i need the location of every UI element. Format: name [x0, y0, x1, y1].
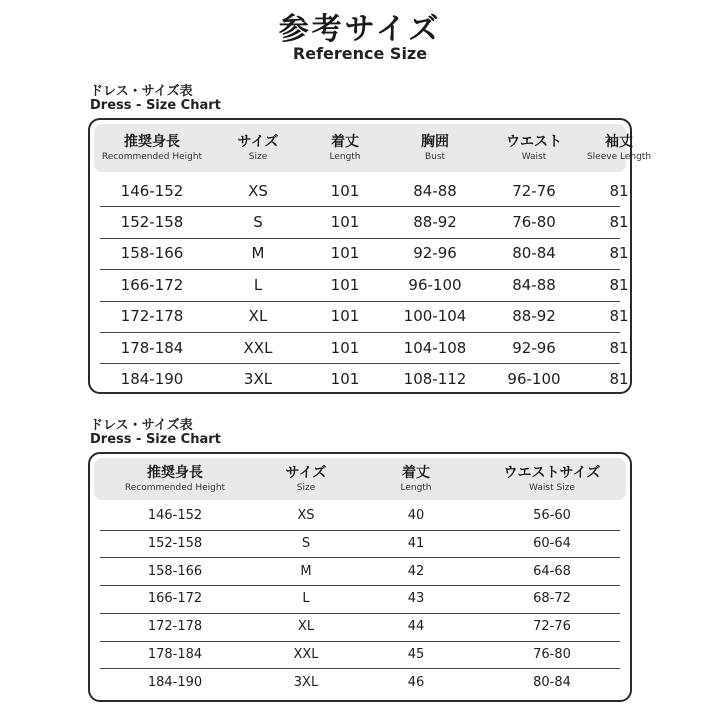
table-cell: M: [251, 244, 265, 263]
column-header: [356, 458, 476, 500]
table-cell: 92-96: [512, 338, 556, 357]
column-header-jp: 着丈: [331, 134, 359, 150]
table-cell: 158-166: [120, 244, 184, 263]
column-header-jp: サイズ: [237, 134, 279, 150]
column-header: [210, 124, 306, 172]
table-cell: 46: [407, 674, 425, 690]
table-cell: XS: [248, 181, 268, 200]
table-row: [100, 557, 620, 585]
table-cell: 146-152: [147, 508, 203, 524]
page-title-jp: 参考サイズ: [278, 12, 442, 47]
table-cell: XL: [248, 307, 268, 326]
table-cell: 84-88: [512, 275, 556, 294]
column-header: [256, 458, 356, 500]
table-cell: 184-190: [147, 674, 203, 690]
column-header-en: Waist: [521, 152, 547, 162]
table-row: [100, 175, 629, 206]
column-header-jp: 胸囲: [421, 134, 449, 150]
table-cell: 45: [407, 646, 425, 662]
column-header-en: Length: [400, 483, 432, 493]
column-header-en: Recommended Height: [124, 483, 226, 493]
table-cell: 56-60: [533, 508, 571, 524]
table-cell: 41: [407, 536, 425, 552]
column-header: [306, 124, 384, 172]
table-cell: 101: [330, 307, 360, 326]
table-cell: 166-172: [120, 275, 184, 294]
section-heading-jp: ドレス・サイズ表: [90, 84, 193, 99]
table-cell: 81: [609, 181, 629, 200]
table-row: [100, 238, 629, 269]
table-cell: 101: [330, 275, 360, 294]
column-header-jp: 推奨身長: [147, 465, 203, 481]
table-row: [100, 585, 620, 613]
table-cell: 76-80: [512, 213, 556, 232]
table-cell: 101: [330, 338, 360, 357]
table-cell: 101: [330, 370, 360, 389]
table-cell: 178-184: [147, 646, 203, 662]
table-cell: 92-96: [413, 244, 457, 263]
section-heading-jp: ドレス・サイズ表: [90, 418, 193, 433]
table-cell: 81: [609, 275, 629, 294]
table-row: [100, 613, 620, 641]
table-cell: L: [253, 275, 263, 294]
table-cell: 104-108: [403, 338, 467, 357]
table-cell: 88-92: [413, 213, 457, 232]
size-chart-table: [88, 118, 652, 394]
table-cell: 152-158: [120, 213, 184, 232]
column-header-en: Bust: [424, 152, 446, 162]
table-cell: 96-100: [408, 275, 462, 294]
table-cell: XS: [297, 508, 315, 524]
table-cell: 80-84: [512, 244, 556, 263]
column-header-en: Length: [329, 152, 361, 162]
table-cell: 101: [330, 181, 360, 200]
table-cell: 178-184: [120, 338, 184, 357]
table-cell: L: [302, 591, 310, 607]
section-heading-en: Dress - Size Chart: [90, 432, 221, 447]
table-row: [100, 363, 629, 394]
table-cell: 68-72: [533, 591, 571, 607]
table-cell: 76-80: [533, 646, 571, 662]
table-cell: 40: [407, 508, 425, 524]
table-cell: M: [300, 563, 312, 579]
table-row: [100, 641, 620, 669]
table-cell: 80-84: [533, 674, 571, 690]
column-header-en: Waist Size: [529, 483, 575, 493]
column-header: [94, 458, 256, 500]
table-cell: 60-64: [533, 536, 571, 552]
size-chart-table: [88, 452, 632, 702]
table-cell: 158-166: [147, 563, 203, 579]
column-header-jp: ウエストサイズ: [503, 465, 601, 481]
table-row: [100, 269, 629, 300]
table-row: [100, 301, 629, 332]
table-row: [100, 502, 620, 530]
table-cell: XL: [297, 619, 315, 635]
table-cell: 84-88: [413, 181, 457, 200]
table-row: [100, 530, 620, 558]
column-header-jp: 袖丈: [605, 134, 633, 150]
table-cell: 72-76: [533, 619, 571, 635]
column-header-en: Sleeve Length: [586, 152, 652, 162]
column-header-jp: ウエスト: [506, 134, 562, 150]
column-header: [486, 124, 582, 172]
table-cell: 108-112: [403, 370, 467, 389]
table-cell: 72-76: [512, 181, 556, 200]
table-header: [94, 124, 652, 172]
table-cell: 44: [407, 619, 425, 635]
table-cell: XXL: [293, 646, 319, 662]
column-header: [384, 124, 486, 172]
table-cell: 166-172: [147, 591, 203, 607]
table-row: [100, 668, 620, 696]
page-title-en: Reference Size: [292, 44, 428, 63]
table-cell: 81: [609, 370, 629, 389]
table-cell: 101: [330, 213, 360, 232]
column-header-jp: 推奨身長: [124, 134, 180, 150]
table-cell: 88-92: [512, 307, 556, 326]
table-cell: 172-178: [147, 619, 203, 635]
table-cell: 146-152: [120, 181, 184, 200]
table-cell: 81: [609, 213, 629, 232]
table-cell: 96-100: [507, 370, 561, 389]
table-cell: 3XL: [293, 674, 319, 690]
table-cell: 42: [407, 563, 425, 579]
table-header: [94, 458, 626, 500]
table-cell: S: [301, 536, 311, 552]
table-row: [100, 206, 629, 237]
table-cell: 64-68: [533, 563, 571, 579]
table-cell: 43: [407, 591, 425, 607]
table-cell: 100-104: [403, 307, 467, 326]
table-cell: 81: [609, 338, 629, 357]
section-heading-en: Dress - Size Chart: [90, 98, 221, 113]
column-header: [582, 124, 656, 172]
table-cell: 3XL: [243, 370, 273, 389]
column-header-en: Size: [296, 483, 316, 493]
table-cell: 152-158: [147, 536, 203, 552]
table-cell: 81: [609, 307, 629, 326]
table-cell: 184-190: [120, 370, 184, 389]
table-row: [100, 332, 629, 363]
column-header: [476, 458, 628, 500]
column-header: [94, 124, 210, 172]
column-header-en: Recommended Height: [101, 152, 203, 162]
table-cell: 172-178: [120, 307, 184, 326]
column-header-jp: 着丈: [402, 465, 430, 481]
table-cell: 101: [330, 244, 360, 263]
table-cell: 81: [609, 244, 629, 263]
table-cell: XXL: [243, 338, 273, 357]
column-header-jp: サイズ: [285, 465, 327, 481]
table-cell: S: [253, 213, 263, 232]
column-header-en: Size: [248, 152, 268, 162]
